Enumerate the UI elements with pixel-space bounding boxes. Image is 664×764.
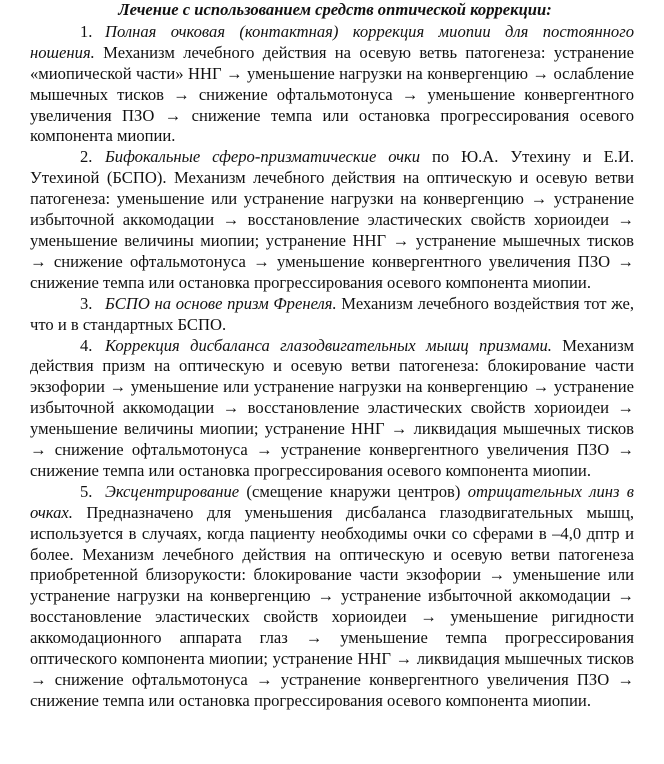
list-item-3 <box>30 294 634 336</box>
document-page <box>30 0 634 712</box>
item-title: Коррекция дисбаланса глазодвигательных мышц призмами. <box>105 335 552 355</box>
item-title-part-1: Эксцентрирование <box>105 481 240 501</box>
item-title: БСПО на основе призм Френеля. <box>105 293 337 313</box>
list-item-1 <box>30 22 634 147</box>
item-text: по Ю.А. Утехину и Е.И. Утехиной (БСПО). Механизм лечебного действия на оптическую и осевую ветви патогенеза: уменьшение или устранение нагрузки на конвергенцию → устранение избыточной аккомодации → восстановление эластических свойств хориоидеи → уменьшение величины миопии; устранение ННГ → устранение мышечных тисков → снижение офтальмотонуса → уменьшение конвергентного увеличения ПЗО → снижение темпа или остановка прогрессирования осевого компонента миопии. <box>30 147 634 292</box>
item-text: Механизм лечебного действия на осевую ветвь патогенеза: устранение «миопической части» ННГ → уменьшение нагрузки на конвергенцию → ослабление мышечных тисков → снижение офтальмотонуса → уменьшение конвергентного увеличения ПЗО → снижение темпа или остановка прогрессирования осевого компонента миопии. <box>30 42 634 146</box>
item-text: Механизм лечебного воздействия тот же, что и в стандартных БСПО. <box>30 293 634 334</box>
item-number: 2. <box>80 147 93 167</box>
section-heading: Лечение с использованием средств оптической коррекции: <box>118 0 552 19</box>
item-title-part-2: отрицательных линз в очках. <box>30 481 634 522</box>
item-text: Предназначено для уменьшения дисбаланса глазодвигательных мышц, используется в случаях, когда пациенту необходимы очки со сферами в –4,0 дптр и более. Механизм лечебного действия на оптическую и осевую ветви патогенеза приобретенной близорукости: блокирование части экзофории → уменьшение или устранение нагрузки на конвергенцию → устранение избыточной аккомодации → восстановление эластических свойств хориоидеи → уменьшение ригидности аккомодационного аппарата глаз → уменьшение темпа прогрессирования оптического компонента миопии; устранение ННГ → ликвидация мышечных тисков → снижение офтальмотонуса → устранение конвергентного увеличения ПЗО → снижение темпа или остановка прогрессирования осевого компонента миопии. <box>30 502 634 710</box>
list-item-5 <box>30 482 634 712</box>
item-text: Механизм действия призм на оптическую и осевую ветви патогенеза: блокирование части экзофории → уменьшение или устранение нагрузки на конвергенцию → устранение избыточной аккомодации → восстановление эластических свойств хориоидеи → уменьшение величины миопии; устранение ННГ → ликвидация мышечных тисков → снижение офтальмотонуса → устранение конвергентного увеличения ПЗО → снижение темпа или остановка прогрессирования осевого компонента миопии. <box>30 335 634 480</box>
item-number: 1. <box>80 21 93 41</box>
list-item-2 <box>30 147 634 293</box>
list-item-4 <box>30 336 634 482</box>
item-title: Полная очковая (контактная) коррекция миопии для постоянного ношения. <box>30 21 634 62</box>
item-number: 3. <box>80 293 93 313</box>
item-number: 4. <box>80 335 93 355</box>
item-title: Бифокальные сферо-призматические очки <box>105 147 421 167</box>
item-title-plain: (смещение кнаружи центров) <box>239 481 468 501</box>
item-number: 5. <box>80 481 93 501</box>
